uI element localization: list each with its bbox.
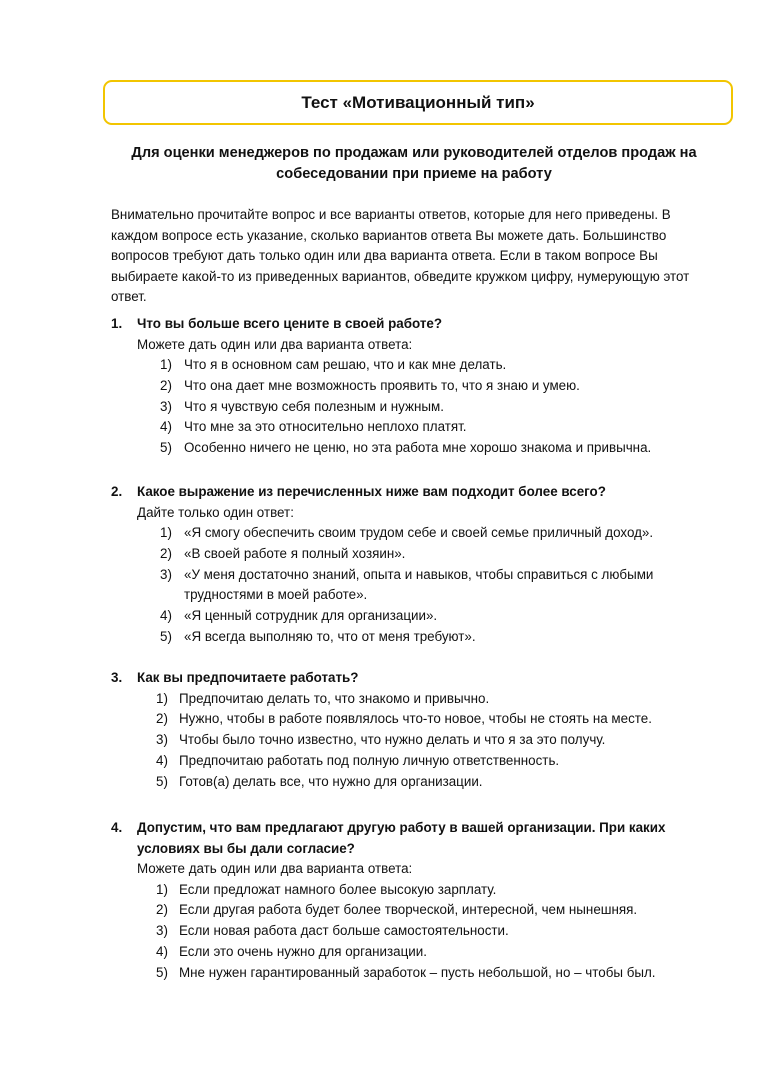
question-note: Дайте только один ответ: xyxy=(137,504,294,520)
option-number: 2) xyxy=(160,377,172,393)
option-item xyxy=(111,963,721,984)
option-number: 3) xyxy=(156,732,168,748)
question-3 xyxy=(111,668,721,792)
question-2 xyxy=(111,482,721,648)
question-number: 4. xyxy=(111,820,123,835)
option-text: Что я в основном сам решаю, что и как мне делать. xyxy=(184,357,507,372)
option-text: Что она дает мне возможность проявить то, что я знаю и умею. xyxy=(184,377,580,393)
options-list xyxy=(111,689,721,793)
option-number: 4) xyxy=(156,752,168,768)
option-text: Что мне за это относительно неплохо платят. xyxy=(184,419,467,435)
page-title: Тест «Мотивационный тип» xyxy=(301,92,535,112)
question-4 xyxy=(111,818,721,983)
option-item xyxy=(111,772,721,793)
option-number: 4) xyxy=(156,943,168,959)
option-number: 1) xyxy=(160,525,172,540)
question-1 xyxy=(111,314,721,459)
question-heading xyxy=(111,668,721,689)
option-number: 5) xyxy=(160,440,172,456)
option-text: Мне нужен гарантированный заработок – пусть небольшой, но – чтобы был. xyxy=(179,964,656,980)
option-text: «В своей работе я полный хозяин». xyxy=(184,545,406,561)
question-heading xyxy=(111,314,721,335)
question-number: 2. xyxy=(111,484,123,499)
option-text: «Я ценный сотрудник для организации». xyxy=(184,608,438,624)
question-text: Что вы больше всего цените в своей работе? xyxy=(137,316,443,331)
option-text: Чтобы было точно известно, что нужно делать и что я за это получу. xyxy=(179,732,606,748)
option-number: 5) xyxy=(156,964,168,980)
option-item xyxy=(111,880,721,901)
option-number: 4) xyxy=(160,419,172,435)
question-text: Допустим, что вам предлагают другую работу в вашей организации. При каких условиях вы бы дали согласие? xyxy=(137,820,666,856)
question-heading xyxy=(111,482,721,503)
options-list xyxy=(111,355,721,459)
option-number: 3) xyxy=(156,923,168,939)
option-item xyxy=(111,523,721,544)
question-text: Какое выражение из перечисленных ниже вам подходит более всего? xyxy=(137,484,606,499)
option-item xyxy=(111,376,721,397)
option-item xyxy=(111,565,721,607)
options-list xyxy=(111,523,721,648)
option-item xyxy=(111,900,721,921)
subtitle: Для оценки менеджеров по продажам или руководителей отделов продаж на собеседовании при приеме на работу xyxy=(131,145,697,182)
option-text: Если предложат намного более высокую зарплату. xyxy=(179,881,497,897)
option-number: 2) xyxy=(160,545,172,561)
option-item xyxy=(111,438,721,459)
option-item xyxy=(111,606,721,627)
question-note: Можете дать один или два варианта ответа: xyxy=(137,861,413,876)
options-list xyxy=(111,880,721,984)
option-text: Готов(а) делать все, что нужно для организации. xyxy=(179,773,483,789)
option-number: 5) xyxy=(156,773,168,789)
option-text: Нужно, чтобы в работе появлялось что-то новое, чтобы не стоять на месте. xyxy=(179,711,652,727)
option-number: 2) xyxy=(156,902,168,918)
title-box xyxy=(103,80,733,125)
option-number: 3) xyxy=(160,566,172,582)
option-text: Предпочитаю работать под полную личную ответственность. xyxy=(179,752,560,768)
option-item xyxy=(111,942,721,963)
option-number: 1) xyxy=(156,690,168,706)
option-text: Если это очень нужно для организации. xyxy=(179,943,427,959)
option-text: Особенно ничего не ценю, но эта работа мне хорошо знакома и привычна. xyxy=(184,440,652,456)
option-number: 4) xyxy=(160,608,172,624)
question-heading xyxy=(111,818,721,859)
intro-paragraph: Внимательно прочитайте вопрос и все варианты ответов, которые для него приведены. В каждом вопросе есть указание, сколько вариантов ответа Вы можете дать. Большинство вопросов требуют дать только один или два варианта ответа. Если в таком вопросе Вы выбираете какой-то из приведенных вариантов, обведите кружком цифру, нумерующую этот ответ. xyxy=(111,207,690,305)
option-item xyxy=(111,921,721,942)
question-number: 3. xyxy=(111,670,123,685)
option-item xyxy=(111,544,721,565)
question-text: Как вы предпочитаете работать? xyxy=(137,670,359,685)
option-number: 3) xyxy=(160,398,172,414)
option-item xyxy=(111,355,721,376)
option-number: 1) xyxy=(156,881,168,897)
option-text: «Я всегда выполняю то, что от меня требуют». xyxy=(184,628,476,644)
option-item xyxy=(111,689,721,710)
option-text: Если новая работа даст больше самостоятельности. xyxy=(179,923,509,939)
question-note: Можете дать один или два варианта ответа: xyxy=(137,336,413,352)
option-item xyxy=(111,730,721,751)
option-text: Предпочитаю делать то, что знакомо и привычно. xyxy=(179,690,490,706)
option-item xyxy=(111,417,721,438)
option-text: «У меня достаточно знаний, опыта и навыков, чтобы справиться с любыми трудностями в моей работе». xyxy=(184,566,654,603)
option-item xyxy=(111,709,721,730)
option-item xyxy=(111,751,721,772)
option-text: Если другая работа будет более творческой, интересной, чем нынешняя. xyxy=(179,902,638,918)
option-number: 1) xyxy=(160,357,172,372)
option-item xyxy=(111,627,721,648)
option-item xyxy=(111,397,721,418)
option-text: Что я чувствую себя полезным и нужным. xyxy=(184,398,444,414)
question-number: 1. xyxy=(111,316,123,331)
option-number: 5) xyxy=(160,628,172,644)
option-number: 2) xyxy=(156,711,168,727)
option-text: «Я смогу обеспечить своим трудом себе и своей семье приличный доход». xyxy=(184,525,654,540)
